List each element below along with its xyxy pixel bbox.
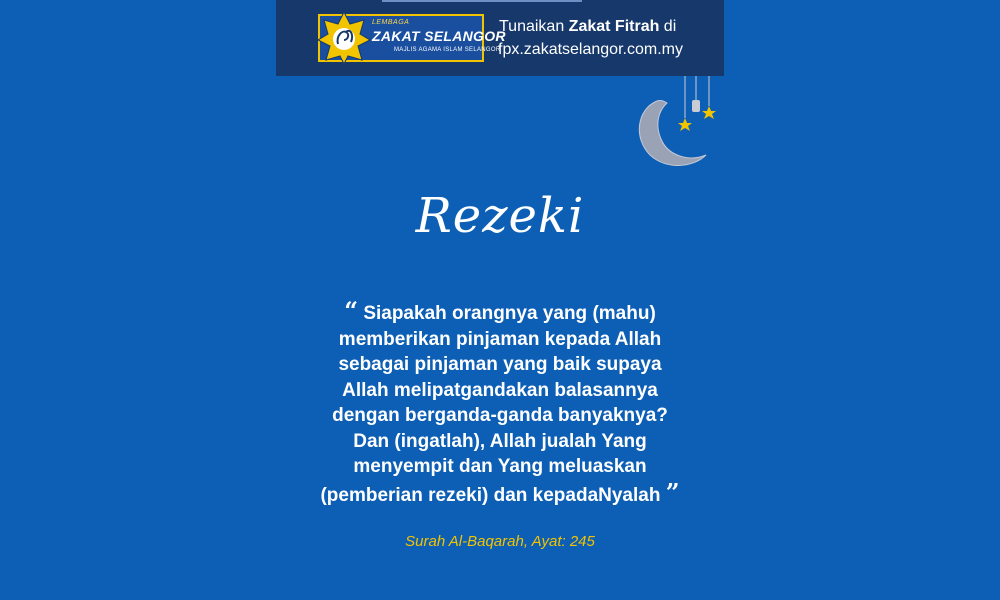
cta-text: [499, 18, 676, 36]
quote-line-text: (pemberian rezeki) dan kepadaNyalah: [320, 484, 661, 506]
quote-line: dengan berganda-ganda banyaknya?: [332, 405, 668, 426]
quote-line: memberikan pinjaman kepada Allah: [338, 328, 662, 350]
quote-line: sebagai pinjaman yang baik supaya: [338, 354, 662, 375]
cta-prefix: Tunaikan: [499, 18, 569, 35]
quote-line: Dan (ingatlah), Allah jualah Yang: [353, 430, 647, 452]
cta-bold: Zakat Fitrah: [568, 18, 660, 35]
logo-sub-text: MAJLIS AGAMA ISLAM SELANGOR: [394, 47, 501, 53]
quote-line: [300, 477, 700, 509]
quote-line: menyempit dan Yang meluaskan: [353, 456, 647, 477]
open-quote-mark: “: [344, 296, 359, 325]
logo-small-text: LEMBAGA: [372, 19, 410, 26]
logo-name: ZAKAT SELANGOR: [372, 28, 506, 44]
crescent-moon-icon: [630, 76, 720, 176]
quote-line: Allah melipatgandakan balasannya: [342, 379, 658, 401]
close-quote-mark: ”: [665, 477, 680, 507]
page-title: Rezeki: [415, 188, 585, 244]
quote-line: [300, 298, 700, 327]
quote-block: [300, 298, 700, 508]
cta-url-link[interactable]: fpx.zakatselangor.com.my: [498, 41, 683, 58]
banner-divider: [382, 0, 582, 2]
zakat-emblem-icon: [316, 10, 372, 66]
cta-suffix: di: [659, 18, 677, 35]
quote-line-text: Siapakah orangnya yang (mahu): [363, 303, 656, 324]
quote-citation: Surah Al-Baqarah, Ayat: 245: [405, 533, 595, 550]
